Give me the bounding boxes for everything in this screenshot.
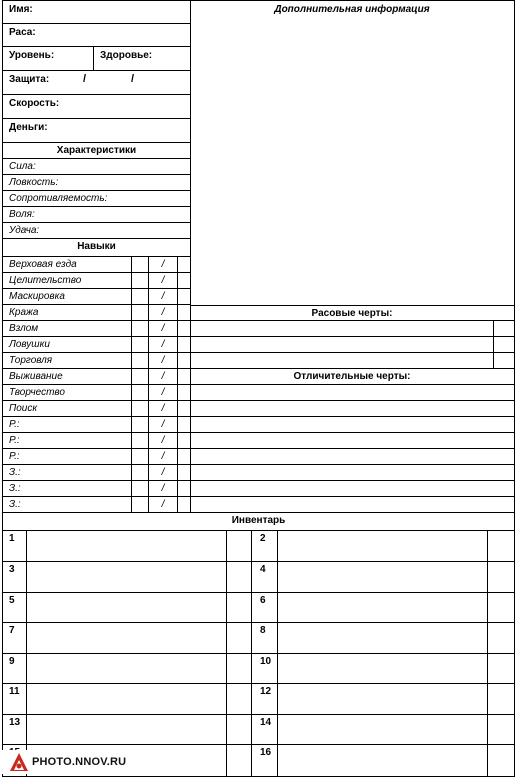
- racial-trait-row[interactable]: [190, 353, 515, 369]
- skill-name: З.:: [9, 483, 21, 494]
- skill-name: Р.:: [9, 419, 20, 430]
- characteristic-row[interactable]: [2, 207, 191, 223]
- skill-row[interactable]: [2, 481, 191, 497]
- skill-separator: /: [148, 289, 177, 304]
- skill-name: Р.:: [9, 435, 20, 446]
- speed-label: Скорость:: [9, 98, 60, 109]
- skill-name: З.:: [9, 499, 21, 510]
- inventory-slot-number: 14: [260, 717, 272, 728]
- skill-separator: /: [148, 369, 177, 384]
- skill-name: Верховая езда: [9, 259, 77, 270]
- distinctive-trait-row[interactable]: [190, 497, 515, 513]
- watermark: [2, 750, 130, 774]
- skill-separator: /: [148, 433, 177, 448]
- characteristic-row[interactable]: [2, 175, 191, 191]
- skill-separator: /: [148, 353, 177, 368]
- skill-name: Ловушки: [9, 339, 50, 350]
- inventory-slot-number: 8: [260, 625, 266, 636]
- skill-name: Торговля: [9, 355, 53, 366]
- health-label: Здоровье:: [100, 50, 153, 61]
- inventory-slot-number: 4: [260, 564, 266, 575]
- distinctive-traits-rows: [190, 385, 515, 513]
- defense-field[interactable]: [2, 71, 191, 95]
- skill-separator: /: [148, 481, 177, 496]
- money-field[interactable]: [2, 119, 191, 143]
- skill-separator: /: [148, 337, 177, 352]
- skill-name: Выживание: [9, 371, 63, 382]
- inventory-slot-number: 5: [9, 595, 15, 606]
- characteristic-label: Воля:: [9, 209, 35, 220]
- inventory-slot-number: 6: [260, 595, 266, 606]
- skill-row[interactable]: [2, 273, 191, 289]
- distinctive-trait-row[interactable]: [190, 449, 515, 465]
- inventory-slot-number: 9: [9, 656, 15, 667]
- skill-row[interactable]: [2, 449, 191, 465]
- inventory-number-15-peek: [8, 746, 22, 750]
- distinctive-trait-row[interactable]: [190, 401, 515, 417]
- level-field[interactable]: [2, 47, 94, 71]
- skill-separator: /: [148, 321, 177, 336]
- name-field[interactable]: [2, 0, 191, 24]
- characteristics-list: [2, 159, 191, 239]
- skill-separator: /: [148, 305, 177, 320]
- skill-row[interactable]: [2, 305, 191, 321]
- race-label: Раса:: [9, 27, 36, 38]
- characteristic-label: Ловкость:: [9, 177, 59, 188]
- characteristic-row[interactable]: [2, 159, 191, 175]
- skill-row[interactable]: [2, 369, 191, 385]
- skill-row[interactable]: [2, 417, 191, 433]
- skill-name: Взлом: [9, 323, 39, 334]
- racial-traits-rows: [190, 321, 515, 369]
- defense-label: Защита:: [9, 74, 50, 85]
- characteristics-header: Характеристики: [2, 143, 191, 159]
- skill-separator: /: [148, 417, 177, 432]
- skills-list: [2, 257, 191, 513]
- distinctive-trait-row[interactable]: [190, 417, 515, 433]
- watermark-text: PHOTO.NNOV.RU: [32, 756, 127, 768]
- characteristic-label: Удача:: [9, 225, 40, 236]
- skills-header: Навыки: [2, 239, 191, 257]
- distinctive-trait-row[interactable]: [190, 481, 515, 497]
- inventory-slot-number: 11: [9, 686, 20, 697]
- skill-name: З.:: [9, 467, 21, 478]
- camera-logo-icon: [8, 751, 30, 773]
- racial-trait-row[interactable]: [190, 337, 515, 353]
- health-field[interactable]: [94, 47, 191, 71]
- inventory-slot-number: 7: [9, 625, 15, 636]
- inventory-grid: [2, 531, 515, 777]
- distinctive-traits-header: Отличительные черты:: [190, 369, 515, 385]
- skill-name: Кража: [9, 307, 39, 318]
- additional-info-box[interactable]: [190, 0, 515, 305]
- skill-row[interactable]: [2, 321, 191, 337]
- inventory-slot-number: 12: [260, 686, 272, 697]
- money-label: Деньги:: [9, 122, 48, 133]
- skill-separator: /: [148, 497, 177, 512]
- skill-row[interactable]: [2, 401, 191, 417]
- skill-separator: /: [148, 401, 177, 416]
- skill-row[interactable]: [2, 257, 191, 273]
- defense-separator-1: /: [83, 73, 87, 85]
- skill-row[interactable]: [2, 433, 191, 449]
- distinctive-trait-row[interactable]: [190, 465, 515, 481]
- skill-name: Целительство: [9, 275, 82, 286]
- characteristic-row[interactable]: [2, 223, 191, 239]
- skill-row[interactable]: [2, 337, 191, 353]
- inventory-slot-number: 13: [9, 717, 21, 728]
- skill-row[interactable]: [2, 289, 191, 305]
- name-label: Имя:: [9, 4, 33, 15]
- racial-trait-row[interactable]: [190, 321, 515, 337]
- inventory-item-cell[interactable]: [278, 532, 486, 560]
- skill-row[interactable]: [2, 465, 191, 481]
- skill-row[interactable]: [2, 385, 191, 401]
- skill-separator: /: [148, 257, 177, 272]
- skill-name: Р.:: [9, 451, 20, 462]
- additional-info-header: Дополнительная информация: [274, 4, 430, 15]
- distinctive-trait-row[interactable]: [190, 433, 515, 449]
- defense-separator-2: /: [131, 73, 135, 85]
- distinctive-trait-row[interactable]: [190, 385, 515, 401]
- skill-separator: /: [148, 449, 177, 464]
- skill-name: Поиск: [9, 403, 38, 414]
- characteristic-label: Сопротивляемость:: [9, 193, 108, 204]
- skill-separator: /: [148, 385, 177, 400]
- inventory-slot-number: 2: [260, 533, 266, 544]
- skill-name: Творчество: [9, 387, 65, 398]
- speed-field[interactable]: [2, 95, 191, 119]
- inventory-slot-number: 16: [260, 747, 272, 758]
- characteristic-row[interactable]: [2, 191, 191, 207]
- skill-row[interactable]: [2, 353, 191, 369]
- race-field[interactable]: [2, 24, 191, 47]
- inventory-header: Инвентарь: [2, 513, 515, 531]
- skill-separator: /: [148, 273, 177, 288]
- characteristic-label: Сила:: [9, 161, 36, 172]
- inventory-item-cell[interactable]: [27, 532, 225, 560]
- inventory-slot-number: 1: [9, 533, 15, 544]
- skill-separator: /: [148, 465, 177, 480]
- racial-traits-header: Расовые черты:: [190, 305, 515, 321]
- skill-name: Маскировка: [9, 291, 65, 302]
- level-label: Уровень:: [9, 50, 55, 61]
- inventory-slot-number: 3: [9, 564, 15, 575]
- skill-row[interactable]: [2, 497, 191, 513]
- inventory-slot-number: 10: [260, 656, 272, 667]
